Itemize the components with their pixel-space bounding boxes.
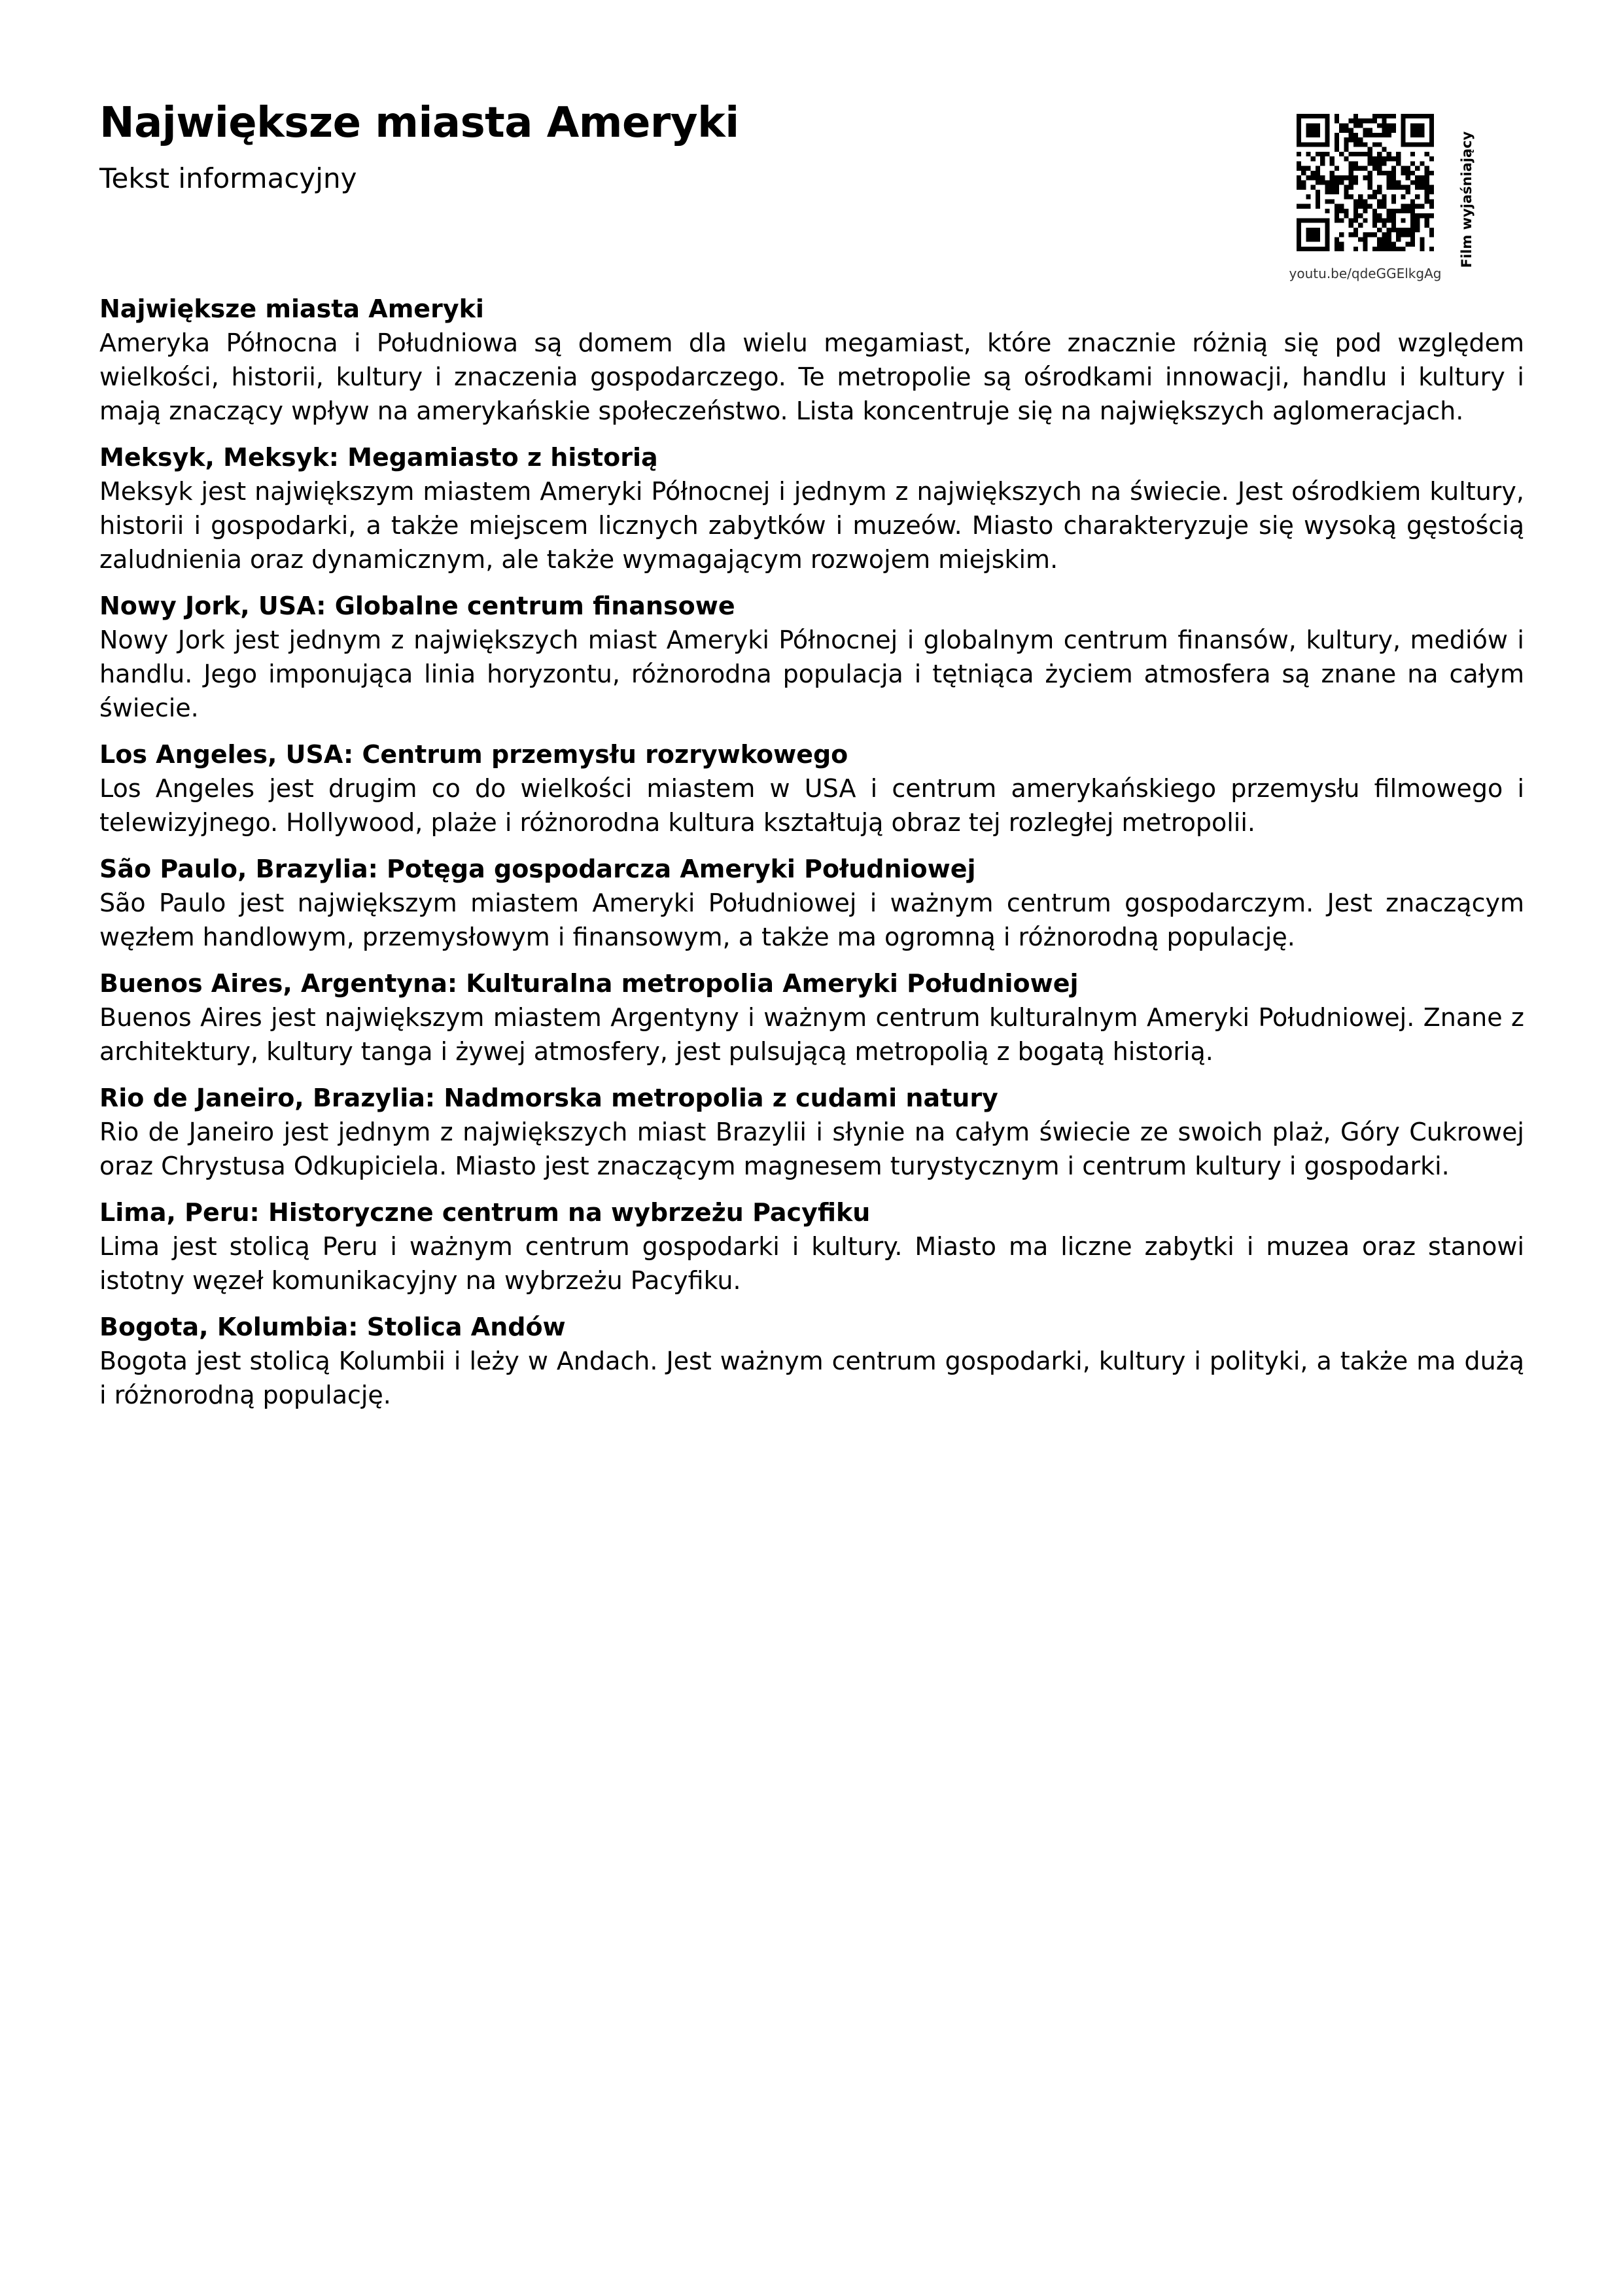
page-subtitle: Tekst informacyjny: [99, 162, 357, 194]
section-heading: Bogota, Kolumbia: Stolica Andów: [99, 1313, 566, 1341]
section-body: Buenos Aires jest największym miastem Argentyny i ważnym centrum kulturalnym Ameryki Południowej. Znane z architektury, kultury tanga i żywej atmosfery, jest pulsującą metropolią z bogatą historią.: [99, 1003, 1524, 1066]
section-body: Meksyk jest największym miastem Ameryki Północnej i jednym z największych na świecie. Jest ośrodkiem kultury, historii i gospodarki, a także miejscem licznych zabytków i muzeów. Miasto charakteryzuje się wysoką gęstością zaludnienia oraz dynamicznym, ale także wymagającym rozwojem miejskim.: [99, 477, 1524, 574]
section: [99, 292, 1524, 428]
section: [99, 1310, 1524, 1412]
section-heading: Meksyk, Meksyk: Megamiasto z historią: [99, 443, 658, 472]
section: [99, 589, 1524, 725]
section-body: Nowy Jork jest jednym z największych miast Ameryki Północnej i globalnym centrum finansów, kultury, mediów i handlu. Jego imponująca linia horyzontu, różnorodna populacja i tętniąca życiem atmosfera są znane na całym świecie.: [99, 626, 1524, 722]
page-title: Największe miasta Ameryki: [99, 99, 739, 147]
section: [99, 1195, 1524, 1298]
qr-code-icon[interactable]: [1297, 114, 1434, 251]
section-body: Los Angeles jest drugim co do wielkości miastem w USA i centrum amerykańskiego przemysłu filmowego i telewizyjnego. Hollywood, plaże i różnorodna kultura kształtują obraz tej rozległej metropolii.: [99, 774, 1524, 837]
section-heading: Największe miasta Ameryki: [99, 294, 484, 323]
section-heading: Buenos Aires, Argentyna: Kulturalna metropolia Ameryki Południowej: [99, 969, 1079, 998]
section: [99, 440, 1524, 576]
section: [99, 737, 1524, 839]
section-heading: Nowy Jork, USA: Globalne centrum finansowe: [99, 592, 735, 620]
qr-caption: [1454, 124, 1480, 275]
qr-url[interactable]: youtu.be/qdeGGElkgAg: [1289, 266, 1442, 281]
section-heading: Los Angeles, USA: Centrum przemysłu rozrywkowego: [99, 740, 848, 769]
section-heading: Lima, Peru: Historyczne centrum na wybrzeżu Pacyfiku: [99, 1198, 871, 1227]
section: [99, 1081, 1524, 1183]
section: [99, 852, 1524, 954]
section: [99, 966, 1524, 1069]
qr-caption-text: Film wyjaśniający: [1459, 131, 1475, 268]
section-body: Ameryka Północna i Południowa są domem dla wielu megamiast, które znacznie różnią się pod względem wielkości, historii, kultury i znaczenia gospodarczego. Te metropolie są ośrodkami innowacji, handlu i kultury i mają znaczący wpływ na amerykańskie społeczeństwo. Lista koncentruje się na największych aglomeracjach.: [99, 328, 1524, 425]
section-body: São Paulo jest największym miastem Ameryki Południowej i ważnym centrum gospodarczym. Jest znaczącym węzłem handlowym, przemysłowym i finansowym, a także ma ogromną i różnorodną populację.: [99, 889, 1524, 951]
section-body: Lima jest stolicą Peru i ważnym centrum gospodarki i kultury. Miasto ma liczne zabytki i muzea oraz stanowi istotny węzeł komunikacyjny na wybrzeżu Pacyfiku.: [99, 1232, 1524, 1295]
section-heading: Rio de Janeiro, Brazylia: Nadmorska metropolia z cudami natury: [99, 1084, 998, 1112]
qr-block: [1282, 111, 1475, 294]
article-content: [99, 292, 1524, 1424]
section-body: Rio de Janeiro jest jednym z największych miast Brazylii i słynie na całym świecie ze swoich plaż, Góry Cukrowej oraz Chrystusa Odkupiciela. Miasto jest znaczącym magnesem turystycznym i centrum kultury i gospodarki.: [99, 1118, 1524, 1180]
section-body: Bogota jest stolicą Kolumbii i leży w Andach. Jest ważnym centrum gospodarki, kultury i polityki, a także ma dużą i różnorodną populację.: [99, 1347, 1524, 1409]
section-heading: São Paulo, Brazylia: Potęga gospodarcza Ameryki Południowej: [99, 855, 976, 883]
